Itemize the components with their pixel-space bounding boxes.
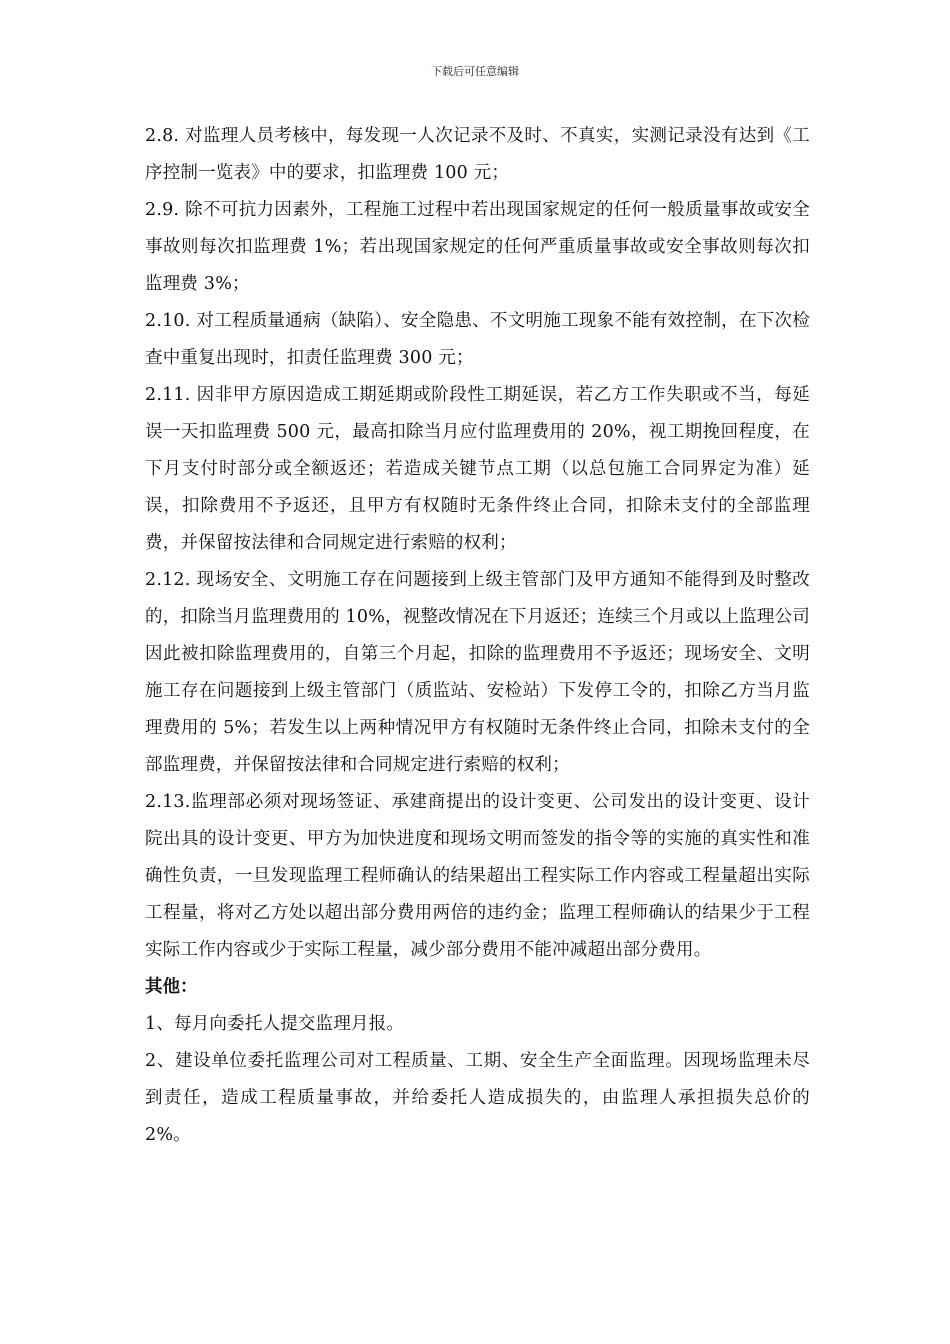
clause-2-12: 2.12. 现场安全、文明施工存在问题接到上级主管部门及甲方通知不能得到及时整改的，扣除当月监理费用的 10%，视整改情况在下月返还；连续三个月或以上监理公司因此被扣除监理费用的，自第三个月起，扣除的监理费用不予返还；现场安全、文明施工存在问题接到上级主管部门（质监站、安检站）下发停工令的，扣除乙方当月监理费用的 5%；若发生以上两种情况甲方有权随时无条件终止合同，扣除未支付的全部监理费，并保留按法律和合同规定进行索赔的权利； [145, 570, 810, 775]
other-heading: 其他： [145, 977, 198, 997]
other-item-1: 1、每月向委托人提交监理月报。 [145, 1014, 405, 1034]
document-body [145, 118, 810, 1154]
clause-2-8: 2.8. 对监理人员考核中，每发现一人次记录不及时、不真实，实测记录没有达到《工序控制一览表》中的要求，扣监理费 100 元； [145, 126, 810, 183]
clause-2-10: 2.10. 对工程质量通病（缺陷）、安全隐患、不文明施工现象不能有效控制，在下次检查中重复出现时，扣责任监理费 300 元； [145, 311, 810, 368]
page-header-note: 下载后可任意编辑 [431, 65, 519, 78]
other-item-2: 2、建设单位委托监理公司对工程质量、工期、安全生产全面监理。因现场监理未尽到责任，造成工程质量事故，并给委托人造成损失的，由监理人承担损失总价的 2%。 [145, 1051, 810, 1145]
clause-2-13: 2.13.监理部必须对现场签证、承建商提出的设计变更、公司发出的设计变更、设计院出具的设计变更、甲方为加快进度和现场文明而签发的指令等的实施的真实性和准确性负责，一旦发现监理工程师确认的结果超出工程实际工作内容或工程量超出实际工程量，将对乙方处以超出部分费用两倍的违约金；监理工程师确认的结果少于工程实际工作内容或少于实际工程量，减少部分费用不能冲减超出部分费用。 [145, 792, 810, 960]
clause-2-11: 2.11. 因非甲方原因造成工期延期或阶段性工期延误，若乙方工作失职或不当，每延误一天扣监理费 500 元，最高扣除当月应付监理费用的 20%，视工期挽回程度，在下月支付时部分或全额返还；若造成关键节点工期（以总包施工合同界定为准）延误，扣除费用不予返还，且甲方有权随时无条件终止合同，扣除未支付的全部监理费，并保留按法律和合同规定进行索赔的权利； [145, 385, 810, 553]
clause-2-9: 2.9. 除不可抗力因素外，工程施工过程中若出现国家规定的任何一般质量事故或安全事故则每次扣监理费 1%；若出现国家规定的任何严重质量事故或安全事故则每次扣监理费 3%； [145, 200, 810, 294]
